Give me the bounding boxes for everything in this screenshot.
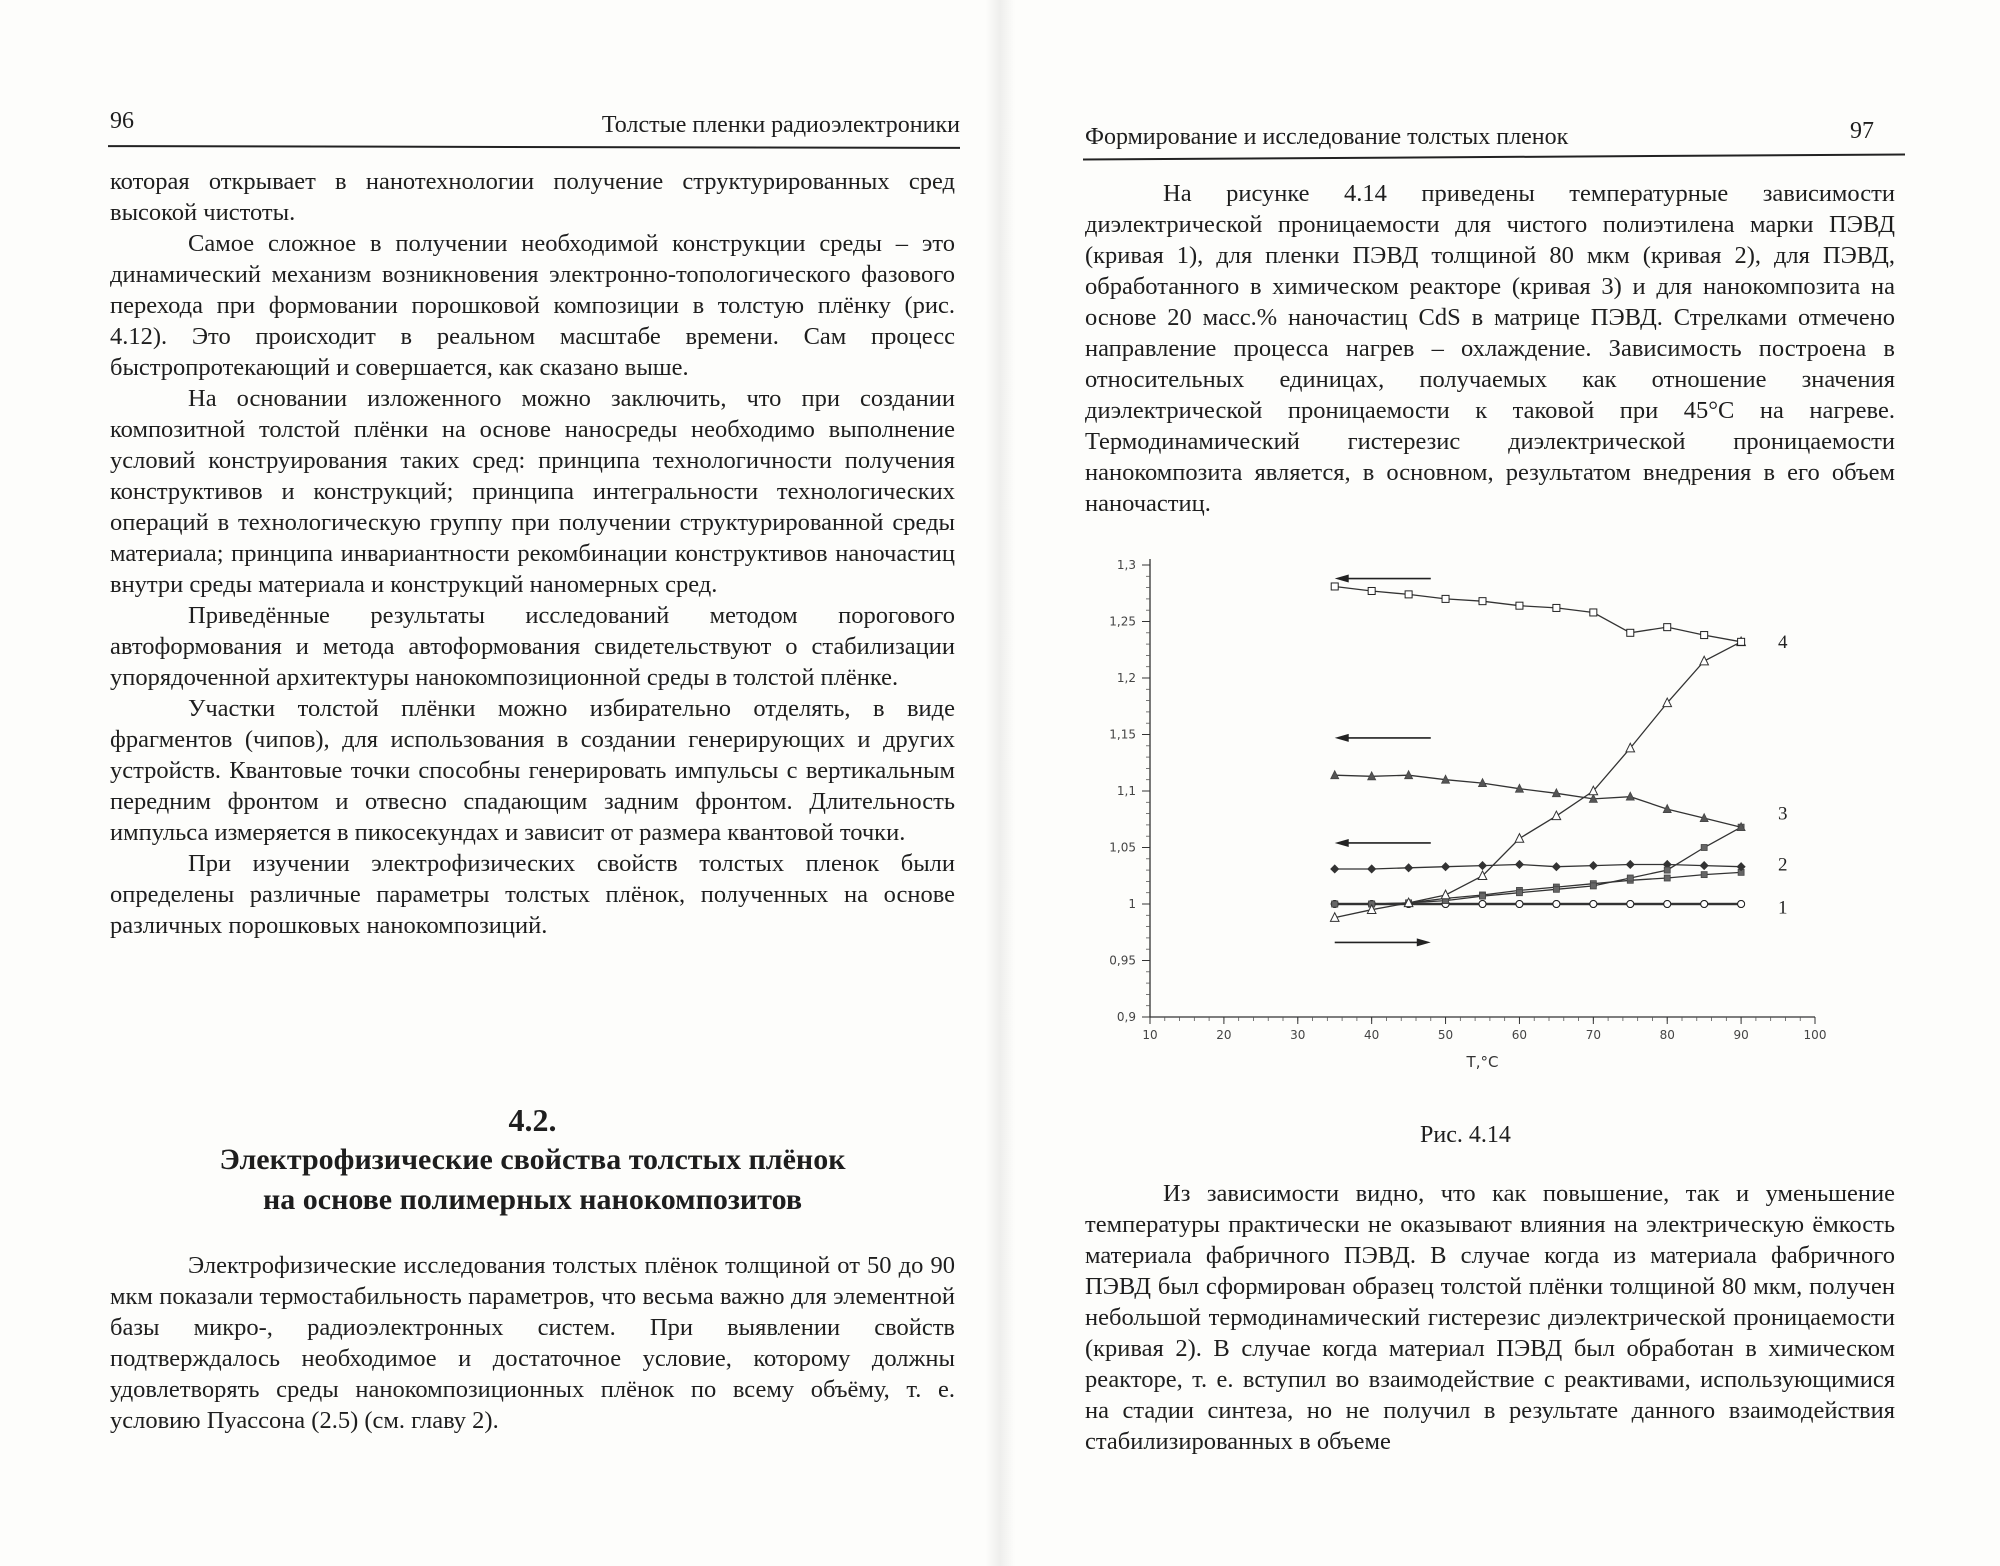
series-2-heating-point [1701,872,1707,878]
series-2-cooling-point [1700,862,1708,870]
series-1-cooling-point [1590,901,1597,908]
series-2-cooling-point [1552,863,1560,871]
x-tick-label: 60 [1511,1028,1528,1042]
right-header-rule [1083,153,1905,160]
section-heading [110,1100,955,1220]
chart-svg [1070,545,1900,1085]
series-3-cooling-line [1335,775,1741,827]
series-2-cooling-line [1335,865,1741,870]
series-4-cooling-line [1335,587,1741,642]
y-tick-label: 1,2 [1116,671,1136,685]
series-3-heating-point [1590,883,1596,889]
series-3-heating-point [1553,886,1559,892]
series-2-cooling-point [1331,865,1339,873]
paragraph: На рисунке 4.14 приведены температурные зависимости диэлектрической проницаемости для чистого полиэтилена марки ПЭВД (кривая 1), для пленки ПЭВД толщиной 80 мкм (кривая 2), для ПЭВД, обработанного в химическом реакторе (кривая 3) и для нанокомпозита на основе 20 масс.% наночастиц CdS в матрице ПЭВД. Стрелками отмечено направление процесса нагрев – охлаждение. Зависимость построена в относительных единицах, получаемых как отношение значения диэлектрической проницаемости к таковой при 45°С на нагреве. Термодинамический гистерезис диэлектрической проницаемости нанокомпозита является, в основном, результатом внедрения в его объем наночастиц. [1085,180,1895,517]
series-1-cooling-point [1479,901,1486,908]
series-4-cooling-point [1664,624,1671,631]
paragraph: Из зависимости видно, что как повышение, так и уменьшение температуры практически не оказывают влияния на электрическую ёмкость материала фабричного ПЭВД. В случае когда из материала фабричного ПЭВД был сформирован образец толстой плёнки толщиной 80 мкм, получен небольшой термодинамический гистерезис диэлектрической проницаемости (кривая 2). В случае когда материал ПЭВД был обработан в химическом реакторе, т. е. вступил во взаимодействие с реактивами, использующимися на стадии синтеза, но не получил в результате данного взаимодействия стабилизированных в объеме [1085,1180,1895,1455]
direction-arrow-head [1335,734,1349,742]
series-4-cooling-point [1701,632,1708,639]
series-2-cooling-point [1405,864,1413,872]
series-4-label: 4 [1778,631,1788,653]
series-3-heating-point [1480,893,1486,899]
section-title-line2: на основе полимерных нанокомпозитов [262,1183,803,1216]
series-3-heating-point [1332,901,1338,907]
direction-arrow-head [1335,575,1349,583]
series-2-cooling-point [1442,863,1450,871]
y-tick-label: 1,05 [1109,840,1136,855]
paragraph: Электрофизические исследования толстых плёнок толщиной от 50 до 90 мкм показали термостабильность параметров, что весьма важно для элементной базы микро-, радиоэлектронных систем. При выявлении свойств подтверждалось необходимое и достаточное условие, которому должны удовлетворять среды нанокомпозиционных плёнок по всему объёму, т. е. условию Пуассона (2.5) (см. главу 2). [110,1252,955,1434]
direction-arrow-head [1335,839,1349,847]
paragraph: Приведённые результаты исследований методом порогового автоформования и метода автоформования свидетельствуют о стабилизации упорядоченной архитектуры нанокомпозиционной среды в толстой плёнке. [110,602,955,691]
series-4-cooling-point [1442,595,1449,602]
y-tick-label: 0,9 [1116,1010,1136,1024]
series-1-cooling-point [1738,901,1745,908]
y-tick-label: 1,15 [1109,727,1136,742]
series-4-cooling-point [1368,587,1375,594]
x-tick-label: 80 [1659,1028,1675,1042]
series-1-cooling-point [1516,901,1523,908]
series-2-heating-line [1335,872,1741,904]
series-3-heating-point [1627,875,1633,881]
x-tick-label: 30 [1290,1028,1306,1042]
figure-4-14-chart [1070,545,1900,1085]
x-tick-label: 40 [1364,1028,1380,1042]
series-4-heating-point [1552,811,1561,820]
x-tick-label: 70 [1585,1028,1601,1042]
series-1-cooling-point [1553,901,1560,908]
series-3-heating-point [1516,890,1522,896]
series-4-cooling-point [1738,638,1745,645]
series-2-cooling-point [1515,860,1523,868]
paragraph: При изучении электрофизических свойств толстых пленок были определены различные параметры толстых плёнок, полученных на основе различных порошковых нанокомпозиций. [110,850,955,939]
series-1-cooling-point [1664,901,1671,908]
x-tick-label: 20 [1216,1028,1232,1042]
y-tick-label: 1,1 [1116,784,1136,798]
series-2-heating-point [1664,875,1670,881]
left-body-bottom [110,1250,955,1436]
series-4-cooling-point [1516,602,1523,609]
paragraph: Участки толстой плёнки можно избирательно отделять, в виде фрагментов (чипов), для использования в создании генерирующих и других устройств. Квантовые точки способны генерировать импульсы с вертикальным передним фронтом и отвесно спадающим задним фронтом. Длительность импульса измеряется в пикосекундах и зависит от размера квантовой точки. [110,695,955,846]
series-3-heating-point [1664,867,1670,873]
y-tick-label: 1,3 [1116,558,1136,572]
series-3-label: 3 [1778,803,1788,825]
series-2-label: 2 [1778,854,1788,876]
series-4-cooling-point [1479,598,1486,605]
series-4-cooling-point [1405,591,1412,598]
series-4-heating-point [1515,834,1524,843]
y-tick-label: 0,95 [1109,953,1136,968]
series-3-cooling-point [1626,792,1634,800]
series-4-heating-point [1441,890,1450,899]
series-1-cooling-point [1627,901,1634,908]
left-body-top [110,166,955,941]
left-running-head: Толстые пленки радиоэлектроники [601,112,960,138]
x-tick-label: 100 [1803,1028,1827,1042]
series-3-heating-point [1701,845,1707,851]
left-page-number: 96 [110,108,134,134]
right-body-top [1085,178,1895,519]
series-1-cooling-point [1701,901,1708,908]
left-header-rule [108,145,960,149]
section-title-line1: Электрофизические свойства толстых плёнок [219,1143,846,1176]
series-2-cooling-point [1626,860,1634,868]
series-4-cooling-point [1553,604,1560,611]
series-4-cooling-point [1590,609,1597,616]
series-4-heating-point [1700,656,1709,665]
y-tick-label: 1,25 [1109,614,1136,629]
series-1-label: 1 [1778,897,1788,919]
series-4-cooling-point [1331,583,1338,590]
series-4-cooling-point [1627,629,1634,636]
right-running-head: Формирование и исследование толстых пленок [1085,124,1569,150]
direction-arrow-head [1417,938,1431,946]
x-tick-label: 10 [1142,1028,1158,1042]
x-axis-label: T,°C [1466,1053,1499,1071]
section-number: 4.2. [508,1102,557,1138]
right-page-number: 97 [1850,118,1874,144]
series-2-cooling-point [1368,865,1376,873]
figure-caption: Рис. 4.14 [1420,1122,1511,1148]
paragraph: Самое сложное в получении необходимой конструкции среды – это динамический механизм возникновения электронно-топологического фазового перехода при формовании порошковой композиции в толстую плёнку (рис. 4.12). Это происходит в реальном масштабе времени. Сам процесс быстропротекающий и совершается, как сказано выше. [110,230,955,381]
right-body-bottom [1085,1178,1895,1457]
paragraph: которая открывает в нанотехнологии получение структурированных сред высокой чистоты. [110,168,955,226]
y-tick-label: 1 [1128,897,1136,911]
series-2-cooling-point [1589,862,1597,870]
x-tick-label: 50 [1437,1028,1454,1042]
series-2-cooling-point [1479,862,1487,870]
paragraph: На основании изложенного можно заключить, что при создании композитной толстой плёнки на основе наносреды необходимо выполнение условий конструирования таких сред: принципа технологичности получения конструктивов и конструкций; принципа интегральности технологических операций в технологическую группу при получении структурированной среды материала; принципа инвариантности рекомбинации конструктивов наночастиц внутри среды материала и конструкций наномерных сред. [110,385,955,598]
x-tick-label: 90 [1733,1028,1749,1042]
